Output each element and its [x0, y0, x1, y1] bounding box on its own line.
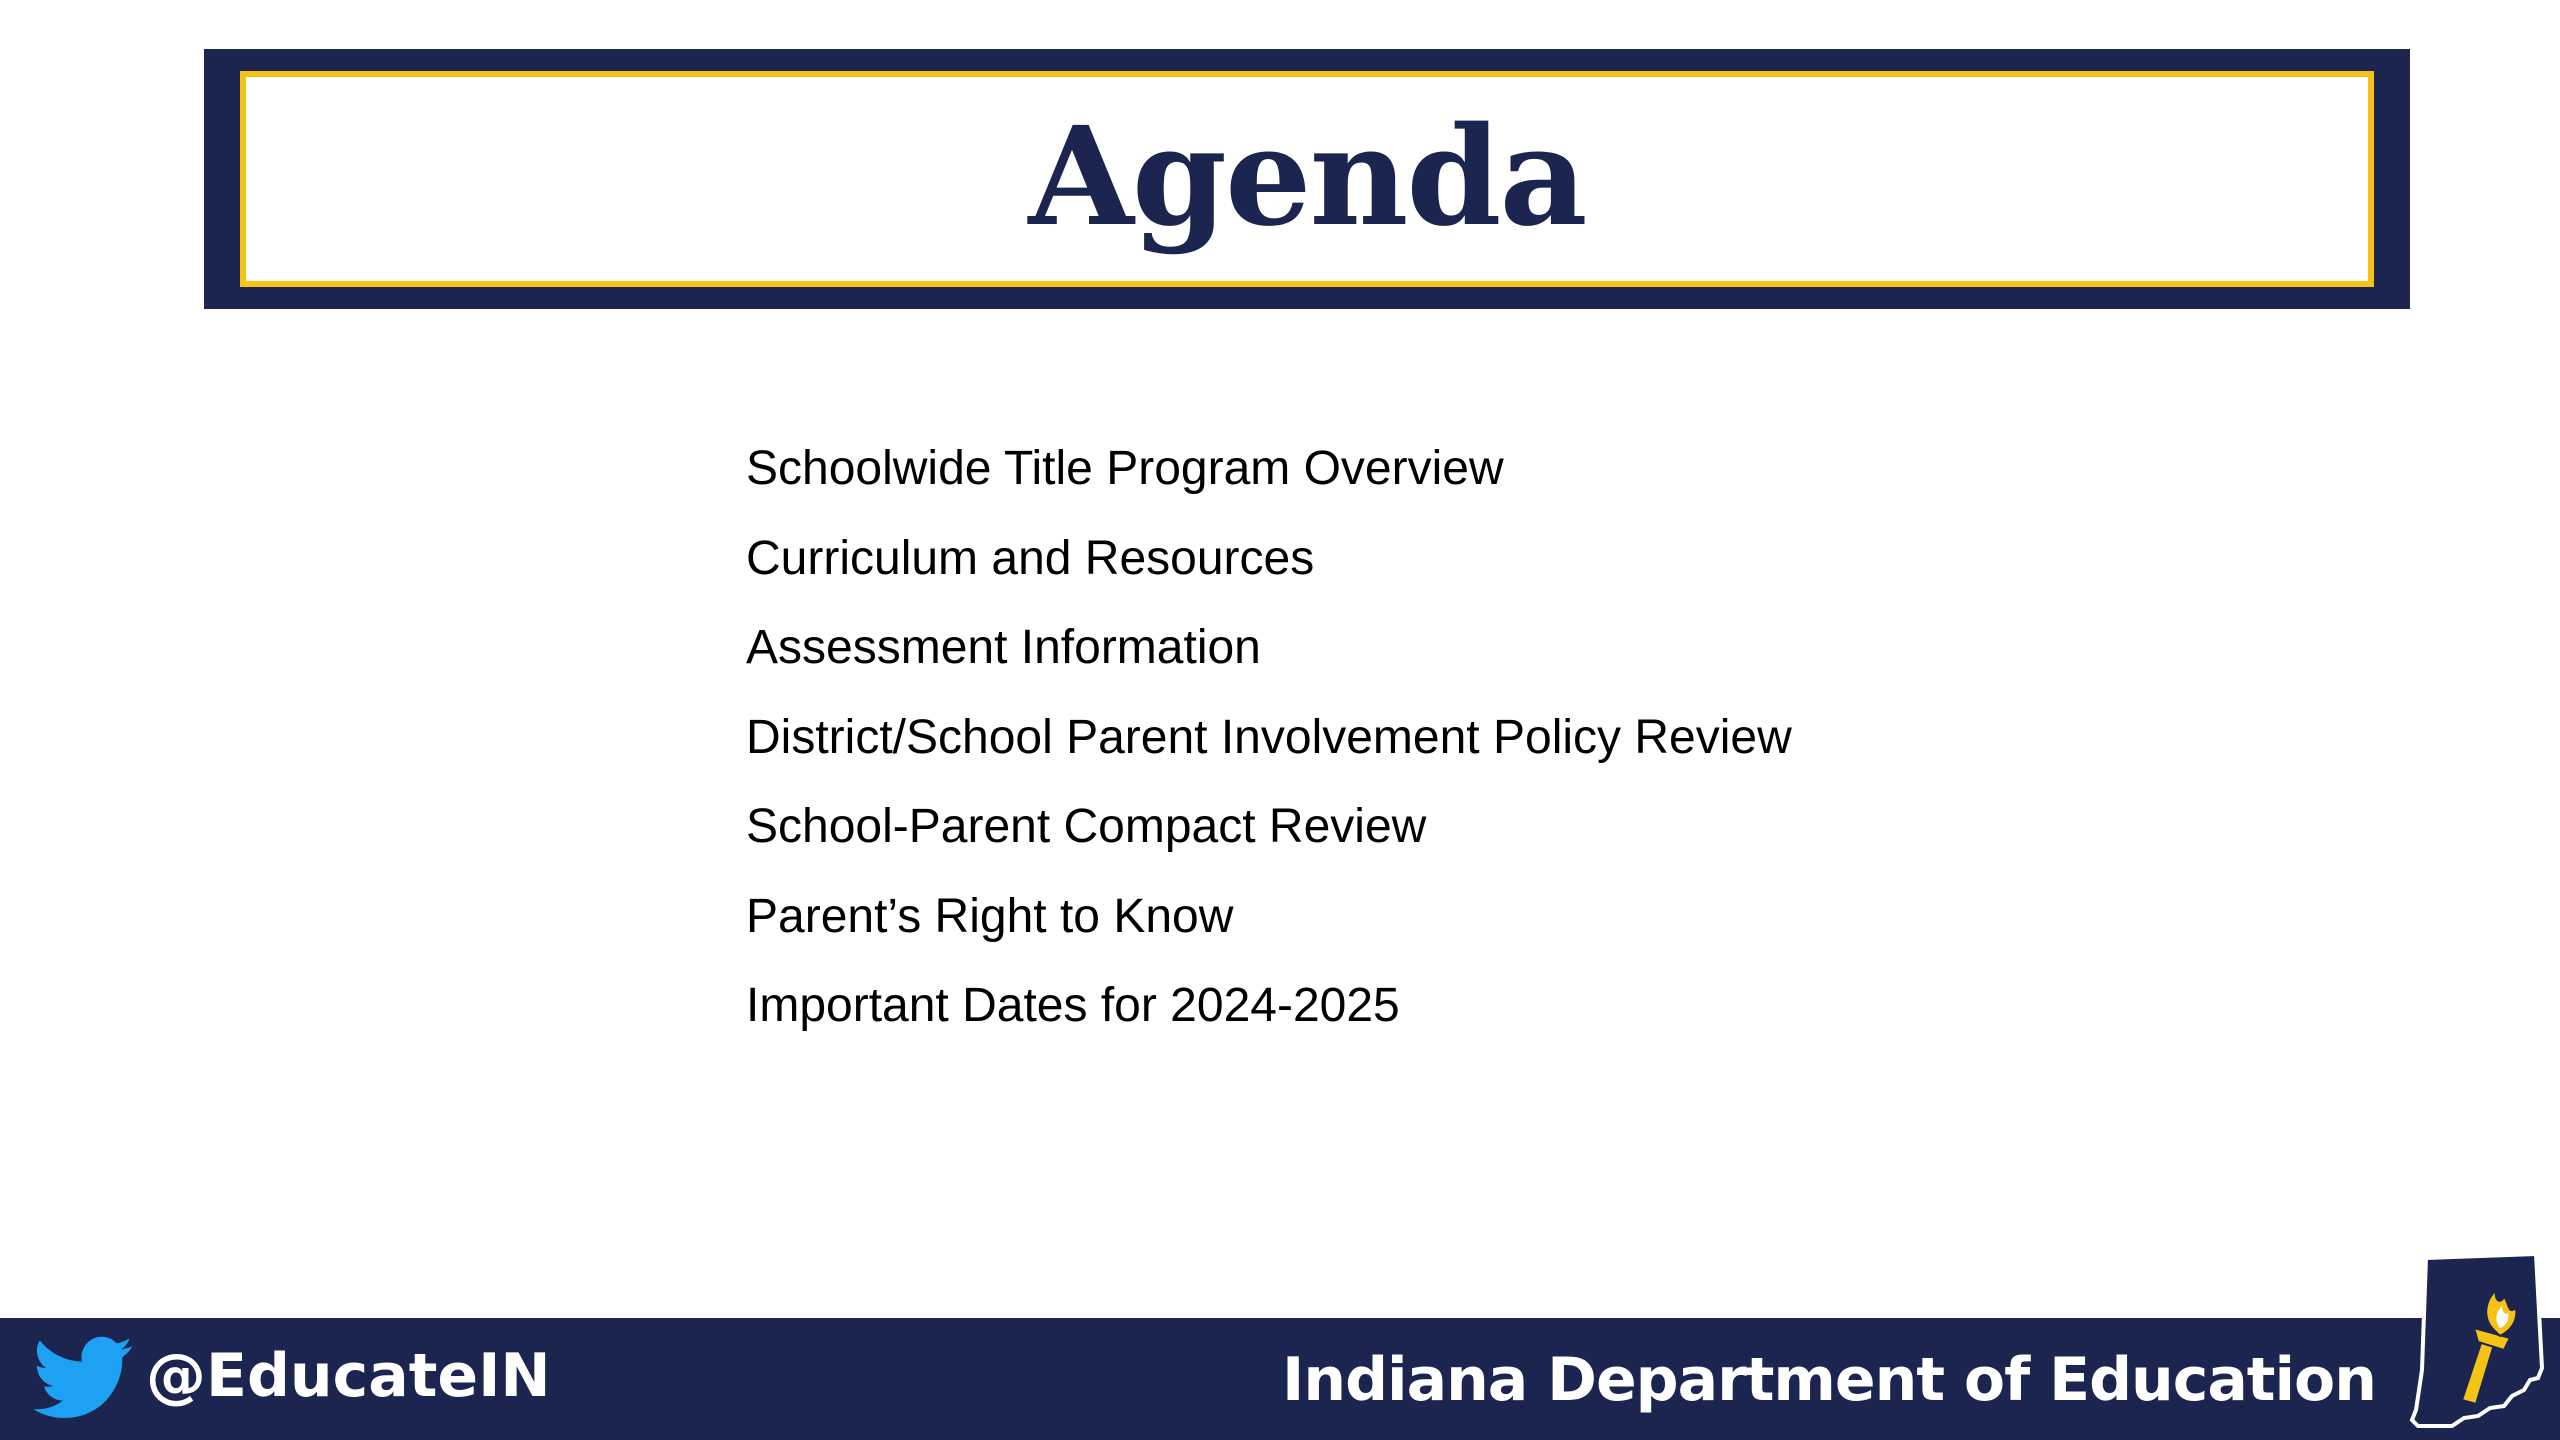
slide-title: Agenda [1028, 97, 1586, 257]
organization-name: Indiana Department of Education [1282, 1345, 2376, 1415]
twitter-handle: @EducateIN [146, 1341, 551, 1411]
indiana-torch-logo [2404, 1250, 2546, 1430]
agenda-item: Curriculum and Resources [746, 531, 1315, 585]
title-banner [204, 49, 2410, 309]
agenda-item: Important Dates for 2024-2025 [746, 979, 1400, 1032]
footer-bar [0, 1318, 2560, 1440]
agenda-list [746, 432, 1792, 1059]
agenda-item: Schoolwide Title Program Overview [746, 442, 1504, 495]
title-frame [240, 71, 2374, 287]
agenda-item: Parent’s Right to Know [746, 889, 1234, 943]
agenda-item: District/School Parent Involvement Policy Review [746, 710, 1792, 764]
agenda-item: Assessment Information [746, 621, 1261, 674]
agenda-item: School-Parent Compact Review [746, 800, 1427, 853]
twitter-bird-icon [34, 1336, 134, 1420]
